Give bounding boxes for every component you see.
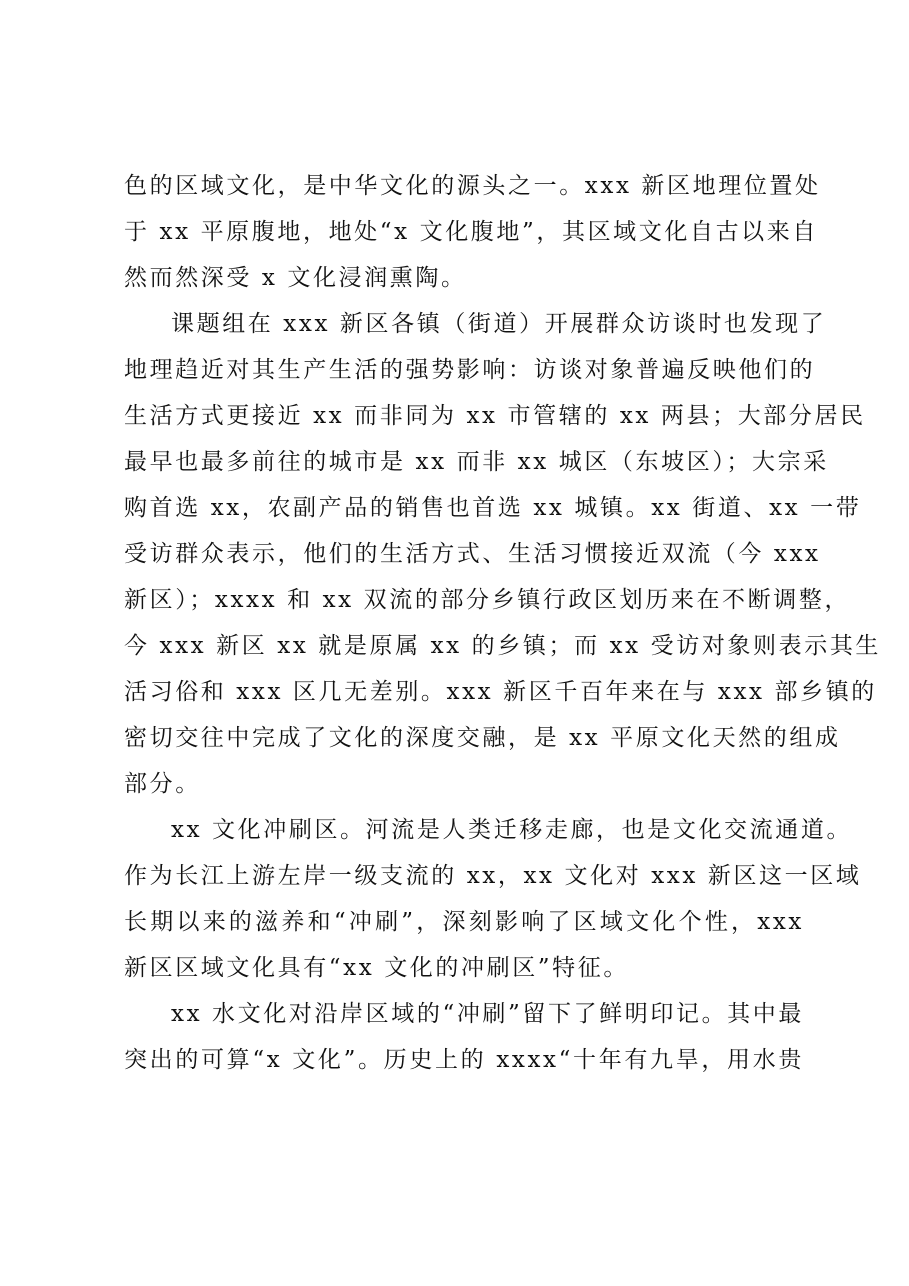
text-line: xx 文化冲刷区。河流是人类迁移走廊，也是文化交流通道。 xyxy=(171,817,853,843)
text-line: 新区区域文化具有“xx 文化的冲刷区”特征。 xyxy=(124,955,629,981)
text-line: 于 xx 平原腹地，地处“x 文化腹地”，其区域文化自古以来自 xyxy=(124,219,818,245)
text-line: 色的区域文化，是中华文化的源头之一。xxx 新区地理位置处 xyxy=(124,173,821,199)
text-line: 受访群众表示，他们的生活方式、生活习惯接近双流（今 xxx xyxy=(124,541,821,567)
text-line: 购首选 xx，农副产品的销售也首选 xx 城镇。xx 街道、xx 一带 xyxy=(124,495,862,521)
text-line: 新区）；xxxx 和 xx 双流的部分乡镇行政区划历来在不断调整， xyxy=(124,587,851,613)
text-line: 生活方式更接近 xx 而非同为 xx 市管辖的 xx 两县；大部分居民 xyxy=(124,403,866,429)
text-line: 密切交往中完成了文化的深度交融，是 xx 平原文化天然的组成 xyxy=(124,725,841,751)
text-line: 长期以来的滋养和“冲刷”，深刻影响了区域文化个性，xxx xyxy=(124,909,804,935)
text-line: 然而然深受 x 文化浸润熏陶。 xyxy=(124,265,467,291)
text-line: 地理趋近对其生产生活的强势影响：访谈对象普遍反映他们的 xyxy=(124,357,816,383)
text-line: xx 水文化对沿岸区域的“冲刷”留下了鲜明印记。其中最 xyxy=(171,1001,804,1027)
text-line: 突出的可算“x 文化”。历史上的 xxxx“十年有九旱，用水贵 xyxy=(124,1047,804,1073)
text-line: 活习俗和 xxx 区几无差别。xxx 新区千百年来在与 xxx 部乡镇的 xyxy=(124,679,877,705)
text-line: 今 xxx 新区 xx 就是原属 xx 的乡镇；而 xx 受访对象则表示其生 xyxy=(124,633,882,659)
text-line: 最早也最多前往的城市是 xx 而非 xx 城区（东坡区）；大宗采 xyxy=(124,449,829,475)
text-line: 作为长江上游左岸一级支流的 xx，xx 文化对 xxx 新区这一区域 xyxy=(124,863,862,889)
text-line: 课题组在 xxx 新区各镇（街道）开展群众访谈时也发现了 xyxy=(171,311,827,337)
text-line: 部分。 xyxy=(124,771,201,797)
